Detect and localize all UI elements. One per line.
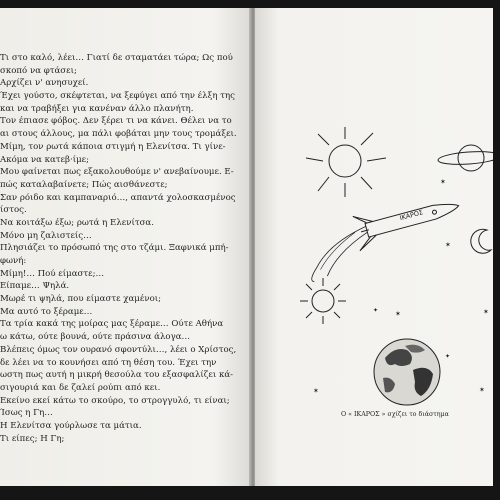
rocket-icon (299, 189, 468, 282)
text-line: Έχει γούστο, σκέφτεται, να ξεφύγει από την έλξη της (0, 91, 235, 102)
text-line: Η Ελενίτσα γούρλωσε τα μάτια. (0, 420, 142, 431)
star-icon: ✶ (479, 386, 485, 394)
text-line: Μου φαίνεται πως εξακολουθούμε ν' ανεβαίνουμε. Ε- (0, 167, 234, 178)
rocket-label: ΙΚΑΡΟΣ (398, 208, 424, 223)
text-line: Τον έπιασε φόβος. Δεν ξέρει τι να κάνει. Θέλει να το (0, 116, 232, 127)
left-page (0, 8, 251, 486)
star-icon: ✶ (445, 241, 451, 249)
text-line: Τα τρία κακά της μοίρας μας ξέραμε… Ούτε Αθήνα (0, 319, 224, 330)
text-line: δε λέει να το κουνήσει από τη θέση του. Έχει την (0, 357, 217, 368)
text-line: Ακόμα να κατεβ·ίμε; (0, 154, 90, 165)
text-line: ωστη πως αυτή η μικρή θεσούλα του εξασφαλίζει κά- (0, 370, 234, 381)
text-line: Μίμη!… Πού είμαστε;… (0, 268, 105, 279)
text-line: Να κοιτάξω έξω; ρωτά η Ελενίτσα. (0, 217, 154, 228)
text-line: πώς καταλαβαίνετε; Πώς αισθάνεστε; (0, 179, 168, 190)
text-line: Εκείνο εκεί κάτω το σκούρο, το στρογγυλό, τι είναι; (0, 395, 230, 406)
text-line: και να τραβήξει για κανέναν άλλο πλανήτη. (0, 103, 194, 114)
text-line: Αρχίζει ν' ανησυχεί. (0, 78, 89, 89)
text-line: Τι στο καλό, λέει… Γιατί δε σταματάει τώρα; Ως πού (0, 53, 233, 63)
star-icon: ✶ (440, 178, 446, 186)
text-line: Είπαμε… Ψηλά. (0, 281, 70, 292)
earth-icon (374, 339, 440, 405)
text-line: Ίσως η Γη… (0, 408, 53, 419)
text-line: Μίμη, τον ρωτά κάποια στιγμή η Ελενίτσα. Τι γίνε- (0, 141, 226, 152)
text-line: Μόνο μη ζαλιστείς… (0, 230, 92, 241)
crescent-moon-icon (471, 229, 491, 253)
text-line: ίστος. (0, 205, 27, 216)
text-line: Πλησιάζει το πρόσωπό της στο τζάμι. Ξαφνικά μπή- (0, 243, 229, 254)
story-text (0, 52, 246, 445)
text-line: σκοπό να φτάσει; (0, 65, 77, 76)
text-line: Τι είπες; Η Γη; (0, 433, 65, 444)
text-line: αι στους άλλους, μα πάλι φοβάται μην τους τρομάξει. (0, 129, 237, 140)
text-line: φωνή: (0, 256, 27, 266)
illustration-caption: Ο « ΙΚΑΡΟΣ » σχίζει το διάστημα (341, 411, 449, 418)
small-sun-icon (300, 278, 346, 324)
star-icon: ✦ (445, 353, 451, 360)
text-line: ω κάτω, ούτε βουνά, ούτε πράσινα άλογα… (0, 332, 191, 343)
text-line: Μα αυτό το ξέραμε… (0, 306, 93, 317)
text-line: Μωρέ τι ψηλά, που είμαστε χαμένοι; (0, 294, 162, 305)
text-line: Σαν ρόιδο και καμπαναριό…, απαντά χολοσκασμένος (0, 192, 236, 203)
saturn-icon (438, 145, 493, 171)
right-page (255, 8, 493, 486)
star-icon: ✶ (483, 308, 489, 316)
star-icon: ✶ (313, 387, 319, 395)
star-icon: ✶ (395, 310, 401, 318)
text-line: Βλέπεις όμως τον ουρανό σφοντύλι…, λέει ο Χρίστος, (0, 344, 237, 355)
sun-icon (306, 127, 386, 197)
star-icon: ✦ (373, 307, 379, 314)
text-line: σιγουριά και δε ζαλεί ρούπι από κει. (0, 382, 161, 393)
